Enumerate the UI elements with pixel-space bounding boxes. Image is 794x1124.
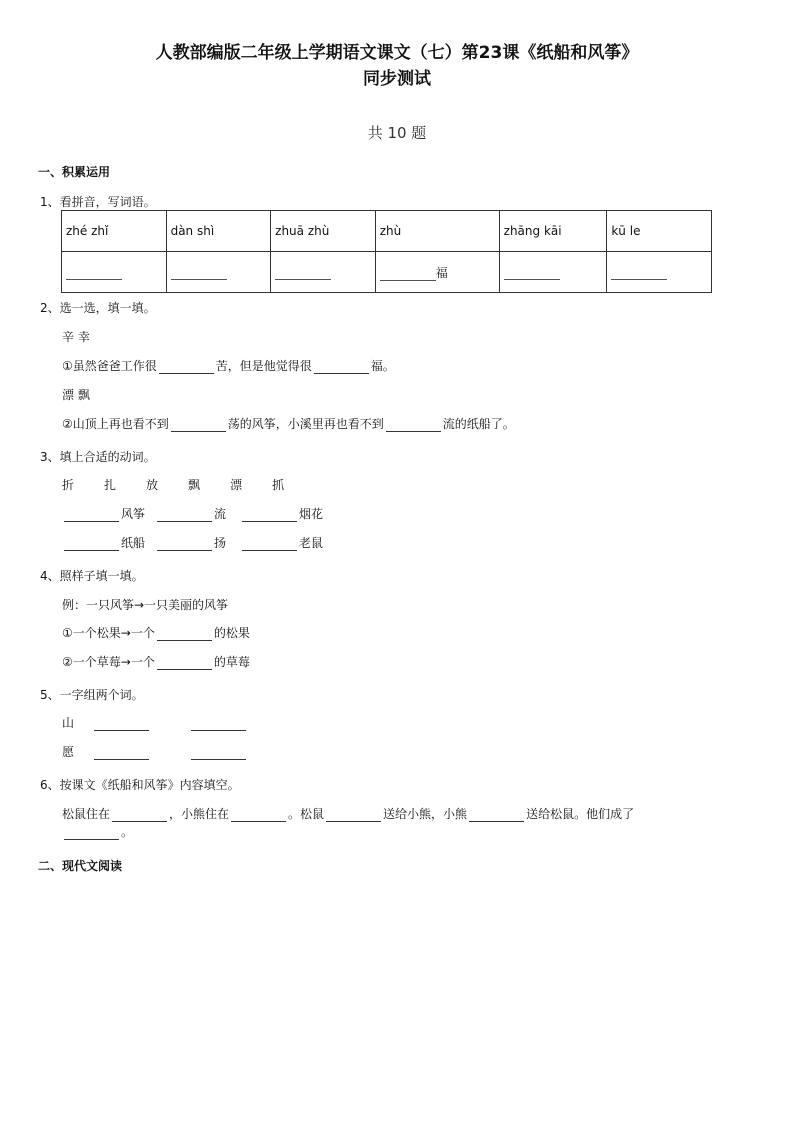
text: 扬 [214,536,227,550]
answer-blank[interactable] [157,509,212,522]
answer-blank[interactable] [64,827,119,840]
pinyin-cell: zhù [375,211,499,252]
answer-blank[interactable] [242,509,297,522]
text: 。 [121,825,134,839]
char-option: 漂 [230,478,243,492]
answer-blank[interactable] [159,361,214,374]
question-label: 6、按课文《纸船和风筝》内容填空。 [40,778,240,792]
answer-blank[interactable] [231,809,286,822]
answer-cell[interactable] [271,252,376,293]
char-option: 飘 [188,478,201,492]
answer-blank[interactable] [386,419,441,432]
text: 烟花 [299,507,324,521]
answer-blank[interactable] [171,419,226,432]
text: 的草莓 [213,655,250,669]
answer-blank[interactable] [112,809,167,822]
text: 松鼠住在 [62,807,111,821]
text: 荡的风筝，小溪里再也看不到 [227,417,384,431]
text: 送给松鼠。他们成了 [526,807,635,821]
fill-row [62,653,250,670]
char-pair: 辛 幸 [62,330,90,344]
fill-row [62,505,323,522]
text: ②一个草莓→一个 [62,655,155,669]
sentence-line [62,357,395,374]
answer-blank[interactable] [504,265,560,280]
char-pair: 漂 飘 [62,388,90,402]
question-label: 4、照样子填一填。 [40,569,144,583]
text: ①一个松果→一个 [62,626,155,640]
text: 风筝 [121,507,146,521]
pinyin-cell: dàn shì [166,211,271,252]
char-options [62,476,314,493]
text: 老鼠 [299,536,324,550]
question-label: 5、一字组两个词。 [40,688,144,702]
answer-blank[interactable] [275,265,331,280]
text: 。松鼠 [288,807,325,821]
text: 纸船 [121,536,146,550]
text: ，小熊住在 [169,807,230,821]
fill-row [62,823,133,840]
answer-blank[interactable] [314,361,369,374]
char-option: 折 [62,478,75,492]
text: ②山顶上再也看不到 [62,417,169,431]
answer-blank[interactable] [242,538,297,551]
fill-row [62,624,250,641]
text: 愿 [62,745,75,759]
cell-suffix: 福 [435,265,448,280]
text: 送给小熊，小熊 [383,807,468,821]
question-label: 3、填上合适的动词。 [40,450,156,464]
answer-cell[interactable] [166,252,271,293]
text: 苦，但是他觉得很 [215,359,312,373]
answer-cell[interactable] [607,252,712,293]
answer-blank[interactable] [469,809,524,822]
text: 福。 [370,359,395,373]
char-option: 抓 [272,478,285,492]
section-title: 二、现代文阅读 [38,859,123,873]
example-line: 例：一只风筝→一只美丽的风筝 [62,598,229,612]
answer-blank[interactable] [191,718,246,731]
fill-row [62,743,248,760]
answer-blank[interactable] [326,809,381,822]
answer-cell[interactable] [499,252,607,293]
pinyin-table [61,210,712,293]
answer-blank[interactable] [157,628,212,641]
answer-blank[interactable] [611,265,667,280]
answer-blank[interactable] [94,718,149,731]
answer-cell[interactable] [62,252,167,293]
answer-blank[interactable] [157,538,212,551]
pinyin-cell: zhé zhǐ [62,211,167,252]
text: 的松果 [213,626,250,640]
text: ①虽然爸爸工作很 [62,359,157,373]
page-title: 人教部编版二年级上学期语文课文（七）第23课《纸船和风筝》 [155,43,639,63]
sentence-line [62,415,515,432]
question-label: 1、看拼音，写词语。 [40,195,156,209]
answer-blank[interactable] [171,265,227,280]
answer-blank[interactable] [157,657,212,670]
answer-blank[interactable] [66,265,122,280]
pinyin-cell: zhuā zhù [271,211,376,252]
answer-blank[interactable] [380,266,436,281]
answer-blank[interactable] [94,747,149,760]
answer-blank[interactable] [191,747,246,760]
text: 山 [62,716,75,730]
question-label: 2、选一选，填一填。 [40,301,156,315]
answer-blank[interactable] [64,509,119,522]
pinyin-cell: kū le [607,211,712,252]
answer-cell[interactable] [375,252,499,293]
text: 流的纸船了。 [442,417,515,431]
pinyin-cell: zhāng kāi [499,211,607,252]
fill-row [62,805,634,822]
page-subtitle: 同步测试 [363,69,431,89]
section-title: 一、积累运用 [38,165,111,179]
text: 流 [214,507,227,521]
fill-row [62,534,323,551]
question-count: 共 10 题 [367,124,427,142]
char-option: 放 [146,478,159,492]
answer-blank[interactable] [64,538,119,551]
fill-row [62,714,248,731]
char-option: 扎 [104,478,117,492]
